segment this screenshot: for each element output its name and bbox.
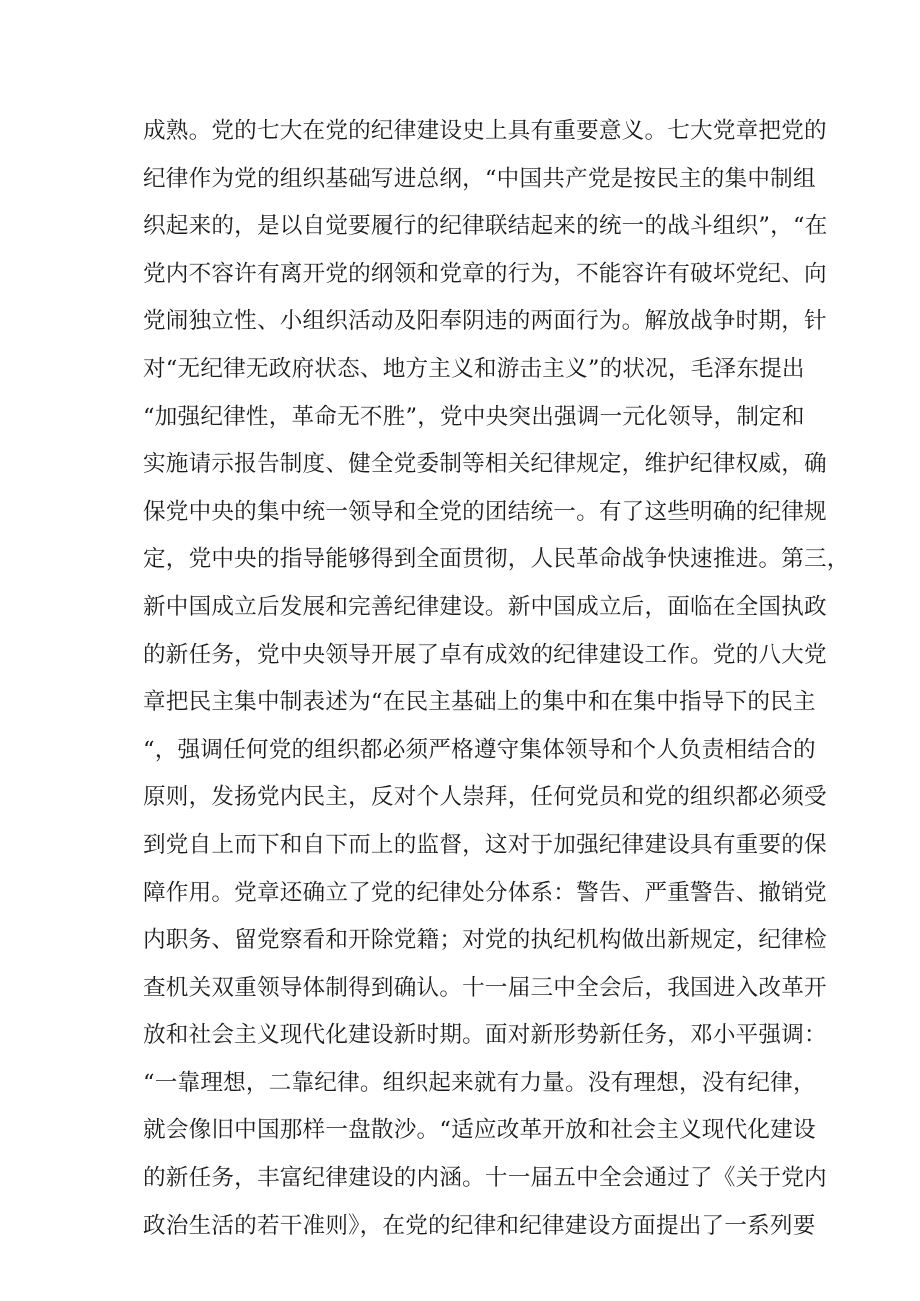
text-line-15: 原则，发扬党内民主，反对个人崇拜，任何党员和党的组织都必须受 xyxy=(143,784,827,811)
text-line-16: 到党自上而下和自下而上的监督，这对于加强纪律建设具有重要的保 xyxy=(143,831,827,858)
text-line-4: 党内不容许有离开党的纲领和党章的行为，不能容许有破坏党纪、向 xyxy=(143,260,827,287)
text-line-1: 成熟。党的七大在党的纪律建设史上具有重要意义。七大党章把党的 xyxy=(143,118,827,144)
text-line-22: 就会像旧中国那样一盘散沙。“适应改革开放和社会主义现代化建设 xyxy=(143,1117,816,1144)
text-line-9: 保党中央的集中统一领导和全党的团结统一。有了这些明确的纪律规 xyxy=(143,498,827,525)
text-line-23: 的新任务，丰富纪律建设的内涵。十一届五中全会通过了《关于党内 xyxy=(143,1165,827,1192)
text-line-11: 新中国成立后发展和完善纪律建设。新中国成立后，面临在全国执政 xyxy=(143,593,827,620)
text-line-20: 放和社会主义现代化建设新时期。面对新形势新任务，邓小平强调： xyxy=(143,1022,827,1049)
text-line-24: 政治生活的若干准则》，在党的纪律和纪律建设方面提出了一系列要 xyxy=(143,1212,816,1239)
text-line-21: “一靠理想，二靠纪律。组织起来就有力量。没有理想，没有纪律， xyxy=(143,1069,816,1096)
text-line-2: 纪律作为党的组织基础写进总纲，“中国共产党是按民主的集中制组 xyxy=(143,165,816,192)
text-line-5: 党闹独立性、小组织活动及阳奉阴违的两面行为。解放战争时期，针 xyxy=(143,308,827,335)
text-line-14: “，强调任何党的组织都必须严格遵守集体领导和个人负责相结合的 xyxy=(143,736,816,763)
text-line-18: 内职务、留党察看和开除党籍；对党的执纪机构做出新规定，纪律检 xyxy=(143,927,827,954)
text-line-10: 定，党中央的指导能够得到全面贯彻，人民革命战争快速推进。第三， xyxy=(143,546,850,573)
text-line-6: 对“无纪律无政府状态、地方主义和游击主义”的状况，毛泽东提出 xyxy=(143,355,805,382)
text-line-7: “加强纪律性，革命无不胜”，党中央突出强调一元化领导，制定和 xyxy=(143,403,805,430)
body-text xyxy=(143,108,850,1250)
text-line-8: 实施请示报告制度、健全党委制等相关纪律规定，维护纪律权威，确 xyxy=(143,451,827,478)
text-line-17: 障作用。党章还确立了党的纪律处分体系：警告、严重警告、撤销党 xyxy=(143,879,827,906)
text-line-19: 查机关双重领导体制得到确认。十一届三中全会后，我国进入改革开 xyxy=(143,974,827,1001)
text-line-3: 织起来的，是以自觉要履行的纪律联结起来的统一的战斗组织”，“在 xyxy=(143,213,828,240)
text-line-13: 章把民主集中制表述为“在民主基础上的集中和在集中指导下的民主 xyxy=(143,689,816,716)
text-line-12: 的新任务，党中央领导开展了卓有成效的纪律建设工作。党的八大党 xyxy=(143,641,827,668)
